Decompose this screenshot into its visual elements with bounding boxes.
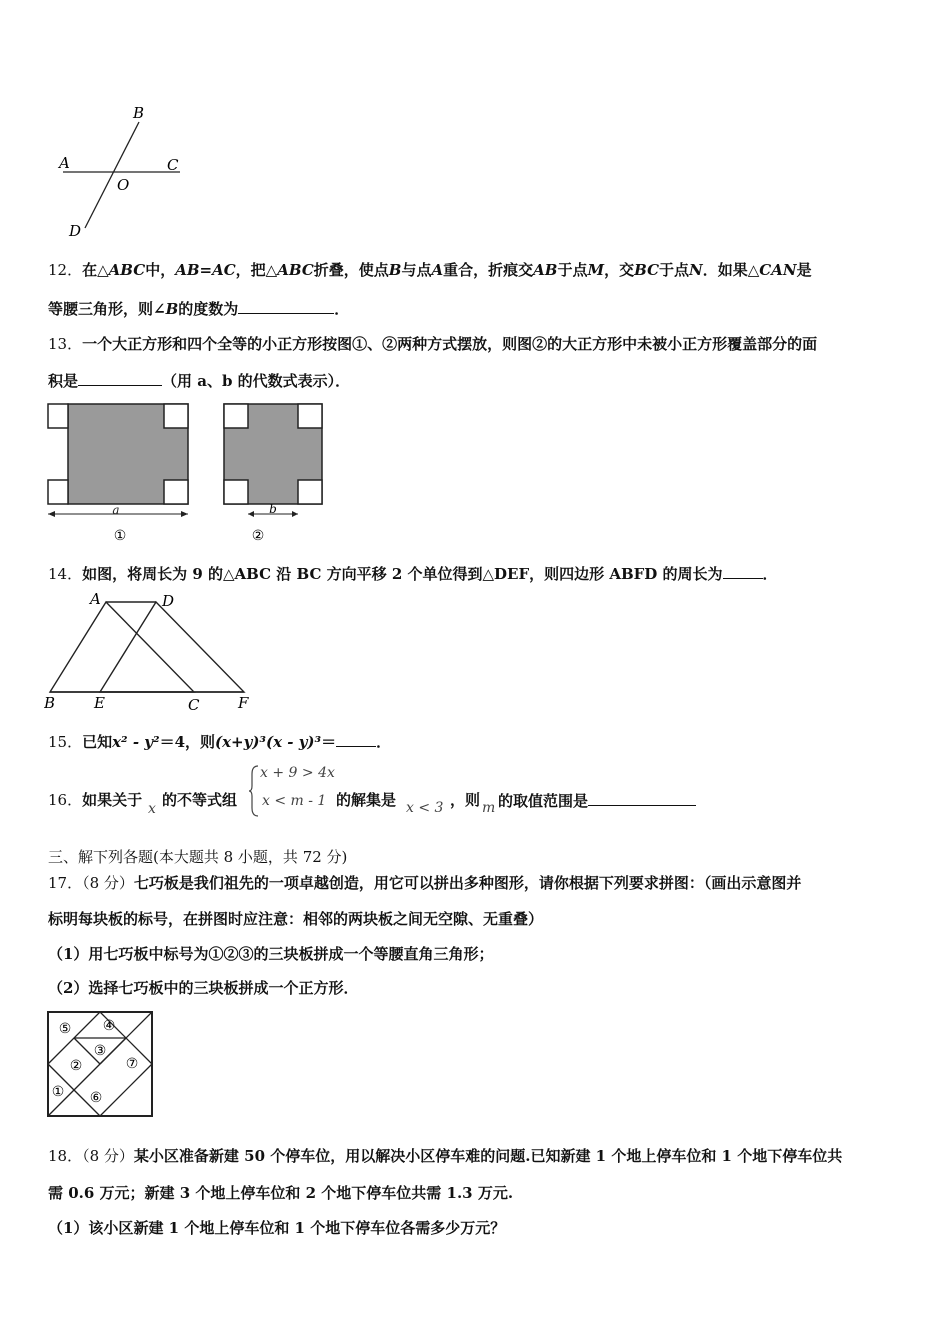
math: B: [165, 300, 179, 318]
label-C: C: [167, 156, 179, 174]
q16-text-4: ，则: [450, 791, 481, 809]
question-number: 18．（8 分）: [48, 1147, 134, 1165]
text: 折叠，使点: [313, 261, 389, 279]
text: 是: [796, 261, 812, 279]
question-18-line2: 需 0.6 万元；新建 3 个地上停车位和 2 个地下停车位共需 1.3 万元.: [48, 1184, 514, 1202]
label-F: F: [238, 694, 249, 712]
label-A: A: [90, 590, 101, 608]
text: 已知: [82, 733, 113, 751]
question-17-line1: [48, 873, 801, 893]
math: A: [431, 261, 444, 279]
piece-3: ③: [93, 1043, 107, 1059]
text: （用 a、b 的代数式表示）．: [162, 372, 351, 390]
q16-text-2: 的不等式组: [162, 791, 238, 809]
answer-blank[interactable]: [238, 298, 334, 314]
math: ABC: [277, 261, 314, 279]
fig2-label: ②: [251, 528, 265, 544]
math: AB=AC: [175, 261, 236, 279]
answer-blank[interactable]: [588, 790, 696, 806]
math: ABC: [108, 261, 146, 279]
text: 中，: [145, 261, 176, 279]
answer-blank[interactable]: [78, 370, 162, 386]
label-D: D: [162, 592, 175, 610]
q16-text-3: 的解集是: [336, 791, 397, 809]
label-C: C: [188, 696, 200, 714]
brace-icon: [248, 764, 260, 818]
question-17-sub2: （2）选择七巧板中的三块板拼成一个正方形．: [48, 979, 359, 997]
label-D: D: [69, 222, 82, 240]
var-m: m: [482, 800, 496, 816]
question-number: 13．: [48, 335, 83, 353]
math: CAN: [759, 261, 797, 279]
question-17-line2: 标明每块板的标号，在拼图时应注意：相邻的两块板之间无空隙、无重叠）: [48, 910, 544, 928]
text: 的度数为: [178, 300, 239, 318]
question-number: 17．（8 分）: [48, 874, 134, 892]
question-17-sub1: （1）用七巧板中标号为①②③的三块板拼成一个等腰直角三角形；: [48, 945, 494, 963]
question-12-line2: [48, 298, 349, 319]
var-x: x: [148, 801, 156, 817]
text: 于点: [659, 261, 690, 279]
fig1-label: ①: [113, 528, 127, 544]
figure-intersecting-lines: [55, 100, 195, 242]
inequality-1: x + 9 > 4x: [260, 765, 335, 781]
text: 某小区准备新建 50 个停车位，用以解决小区停车难的问题.已知新建 1 个地上停车位和 1 个地下停车位共: [133, 1147, 843, 1165]
solution: x < 3: [406, 800, 444, 816]
text: ＝: [321, 733, 337, 751]
math: AB: [533, 261, 558, 279]
text: 积是: [48, 372, 79, 390]
label-A: A: [59, 154, 70, 172]
inequality-2: x < m - 1: [262, 793, 327, 809]
text: 等腰三角形，则∠: [48, 300, 166, 318]
piece-4: ④: [102, 1018, 116, 1034]
question-number: 15．: [48, 733, 83, 751]
text: ．: [376, 733, 392, 751]
question-number: 12．: [48, 261, 83, 279]
question-18-line1: [48, 1146, 842, 1166]
question-12-line1: [48, 260, 812, 280]
text: ．: [762, 565, 778, 583]
text: 在△: [82, 261, 109, 279]
text: 与点: [401, 261, 432, 279]
piece-6: ⑥: [89, 1090, 103, 1106]
answer-blank[interactable]: [336, 731, 376, 747]
math: BC: [634, 261, 660, 279]
dim-a-label: a: [112, 503, 120, 517]
math: M: [587, 261, 605, 279]
math: B: [388, 261, 402, 279]
dim-b-label: b: [269, 502, 277, 516]
text: 于点: [557, 261, 588, 279]
question-13-line1: [48, 334, 817, 354]
math: N: [689, 261, 703, 279]
label-O: O: [117, 176, 130, 194]
label-B: B: [133, 104, 145, 122]
piece-7: ⑦: [125, 1056, 139, 1072]
question-16: [48, 790, 142, 810]
question-15: [48, 731, 391, 752]
piece-1: ①: [51, 1084, 65, 1100]
math: x² - y²: [112, 733, 160, 751]
text: 重合，折痕交: [443, 261, 534, 279]
answer-blank[interactable]: [723, 563, 763, 579]
text: ，把△: [235, 261, 278, 279]
piece-2: ②: [69, 1058, 83, 1074]
text: 一个大正方形和四个全等的小正方形按图①、②两种方式摆放，则图②的大正方形中未被小正方形覆盖部分的面: [82, 335, 818, 353]
text: ，交: [604, 261, 635, 279]
text: 七巧板是我们祖先的一项卓越创造，用它可以拼出多种图形，请你根据下列要求拼图：（画出示意图并: [133, 874, 802, 892]
text: ．: [334, 300, 350, 318]
text: 的取值范围是: [498, 792, 589, 810]
question-number: 14．: [48, 565, 83, 583]
piece-5: ⑤: [58, 1021, 72, 1037]
question-18-sub1: （1）该小区新建 1 个地上停车位和 1 个地下停车位各需多少万元？: [48, 1219, 506, 1237]
text: 如果关于: [82, 791, 143, 809]
q16-text-5: [498, 790, 696, 811]
text: 如图，将周长为 9 的△ABC 沿 BC 方向平移 2 个单位得到△DEF，则四边形 ABFD 的周长为: [82, 565, 723, 583]
text: ＝4，则: [159, 733, 216, 751]
question-number: 16．: [48, 791, 83, 809]
question-13-line2: [48, 370, 350, 391]
label-B: B: [44, 694, 56, 712]
question-14-text: [48, 563, 778, 584]
text: ．如果△: [702, 261, 760, 279]
section-3-heading: 三、解下列各题(本大题共 8 小题，共 72 分): [48, 848, 348, 866]
math: (x+y)³(x - y)³: [215, 733, 322, 751]
label-E: E: [94, 694, 105, 712]
figure-translated-triangles: [44, 588, 254, 716]
figure-tangram: [44, 1008, 156, 1120]
figure-squares: [44, 400, 334, 550]
